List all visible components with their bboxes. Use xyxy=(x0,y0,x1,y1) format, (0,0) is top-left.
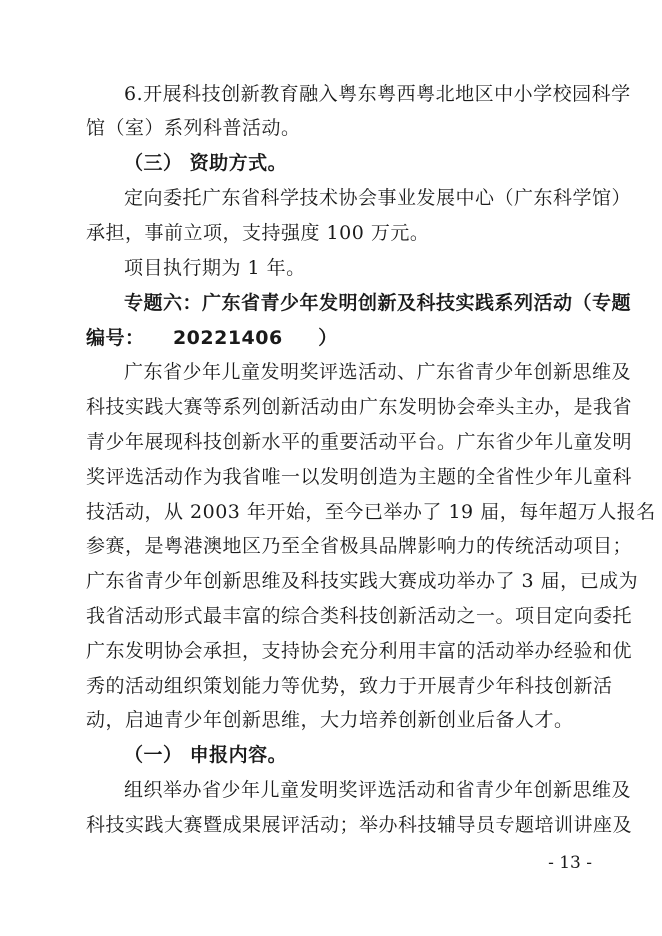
section-3-paragraph-2: 项目执行期为 1 年。 xyxy=(124,257,306,279)
intro-line-8: 我省活动形式最丰富的综合类科技创新活动之一。项目定向委托 xyxy=(86,605,633,627)
intro-line-2: 科技实践大赛等系列创新活动由广东发明协会牵头主办，是我省 xyxy=(86,396,633,418)
section-3-paragraph-1-line-1: 定向委托广东省科学技术协会事业发展中心（广东科学馆） xyxy=(124,187,632,209)
paragraph-6-line-1: 6.开展科技创新教育融入粤东粤西粤北地区中小学校园科学 xyxy=(124,83,631,105)
intro-line-6: 参赛，是粤港澳地区乃至全省极具品牌影响力的传统活动项目； xyxy=(86,535,633,557)
intro-line-3: 青少年展现科技创新水平的重要活动平台。广东省少年儿童发明 xyxy=(86,431,633,453)
intro-line-10: 秀的活动组织策划能力等优势，致力于开展青少年科技创新活 xyxy=(86,675,613,697)
topic-6-title-line-2: 编号： 20221406 ） xyxy=(86,327,338,349)
intro-line-1: 广东省少年儿童发明奖评选活动、广东省青少年创新思维及 xyxy=(124,361,632,383)
intro-line-5: 技活动，从 2003 年开始，至今已举办了 19 届，每年超万人报名 xyxy=(86,501,656,523)
intro-line-11: 动，启迪青少年创新思维，大力培养创新创业后备人才。 xyxy=(86,709,574,731)
section-1-line-1: 组织举办省少年儿童发明奖评选活动和省青少年创新思维及 xyxy=(124,779,632,801)
section-3-paragraph-1-line-2: 承担，事前立项，支持强度 100 万元。 xyxy=(86,222,430,244)
intro-line-9: 广东发明协会承担，支持协会充分利用丰富的活动举办经验和优 xyxy=(86,640,633,662)
section-1-line-2: 科技实践大赛暨成果展评活动；举办科技辅导员专题培训讲座及 xyxy=(86,814,633,836)
section-1-heading: （一） 申报内容。 xyxy=(124,744,288,766)
section-3-heading: （三） 资助方式。 xyxy=(124,152,288,174)
paragraph-6-line-2: 馆（室）系列科普活动。 xyxy=(86,117,301,139)
intro-line-4: 奖评选活动作为我省唯一以发明创造为主题的全省性少年儿童科 xyxy=(86,466,633,488)
page-number: - 13 - xyxy=(548,853,592,873)
intro-line-7: 广东省青少年创新思维及科技实践大赛成功举办了 3 届，已成为 xyxy=(86,570,639,592)
topic-6-title-line-1: 专题六：广东省青少年发明创新及科技实践系列活动（专题 xyxy=(124,292,632,314)
